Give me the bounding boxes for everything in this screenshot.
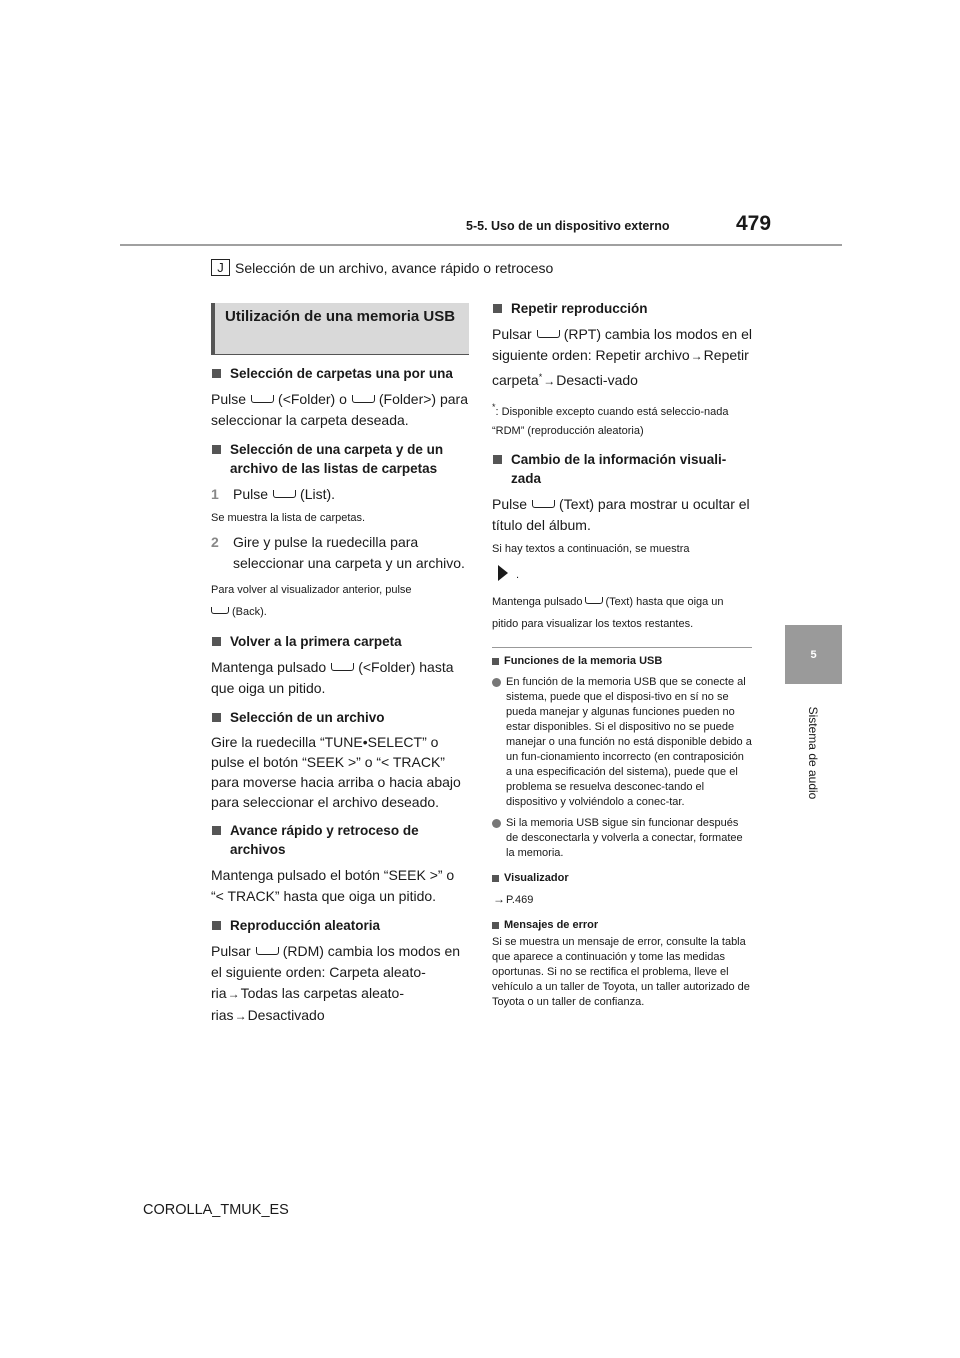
text: (<Folder) hasta que oiga un pitido. bbox=[211, 659, 454, 696]
text: En función de la memoria USB que se conecte al sistema, puede que el disposi-tivo en sí no se pueda manejar y algunas funciones pueden no estar disponibles. Si el dispositivo no se puede manejar o una función no está disponible debido a un fun-cionamiento incorrecto (en contraposición a una especificación del sistema), puede que el problema se resuelva desconec-tando el dispositivo y volviéndolo a conec-tar. bbox=[506, 676, 752, 808]
arrow-icon: → bbox=[227, 987, 240, 1001]
step-number: 1 bbox=[211, 486, 219, 502]
arrow-icon: → bbox=[690, 349, 703, 363]
text: (Folder>) para seleccionar la carpeta deseada. bbox=[211, 391, 468, 428]
step-number: 2 bbox=[211, 534, 219, 550]
subheading bbox=[211, 440, 469, 478]
text: Si la memoria USB sigue sin funcionar después de desconectarla y volverla a conectar, formatee la memoria. bbox=[506, 817, 743, 859]
text: Para volver al visualizador anterior, pulse bbox=[211, 584, 412, 596]
square-bullet-icon bbox=[212, 921, 221, 930]
chapter-label-text: Sistema de audio bbox=[806, 706, 820, 800]
subheading bbox=[492, 918, 752, 933]
note bbox=[492, 565, 752, 583]
text: Pulsar bbox=[211, 943, 251, 959]
text: Todas las carpetas aleato-rias bbox=[211, 985, 404, 1023]
subheading bbox=[492, 871, 752, 886]
paragraph: Mantenga pulsado el botón “SEEK >” o “< TRACK” hasta que oiga un pitido. bbox=[211, 867, 455, 904]
square-bullet-icon bbox=[212, 637, 221, 646]
square-bullet-icon bbox=[212, 826, 221, 835]
square-bullet-icon bbox=[493, 304, 502, 313]
button-icon bbox=[532, 500, 555, 508]
asterisk: * bbox=[492, 402, 496, 412]
text: P.469 bbox=[506, 894, 534, 906]
text: (RPT) cambia los modos en el siguiente orden: Repetir archivo bbox=[492, 326, 752, 363]
text: (Text) hasta que oiga un pitido para visualizar los textos restantes. bbox=[492, 596, 724, 630]
paragraph: Si se muestra un mensaje de error, consulte la tabla que aparece a continuación y tome las medidas oportunas. Si no se rectifica el problema, lleve el vehículo a un taller de Toyota, un taller autorizado de Toyota o un taller de confianza. bbox=[492, 936, 750, 1008]
circle-bullet-icon bbox=[492, 678, 501, 687]
chapter-label bbox=[805, 698, 821, 808]
subheading bbox=[211, 821, 469, 859]
step bbox=[211, 484, 469, 505]
intro-line bbox=[211, 259, 553, 276]
paragraph bbox=[492, 494, 752, 536]
step bbox=[211, 532, 469, 574]
square-bullet-icon bbox=[212, 369, 221, 378]
subheading bbox=[211, 708, 469, 727]
text: Gire y pulse la ruedecilla para seleccionar una carpeta y un archivo. bbox=[233, 534, 465, 571]
divider bbox=[492, 647, 752, 648]
text: Pulse bbox=[492, 496, 528, 512]
intro-text: Selección de un archivo, avance rápido o retroceso bbox=[235, 259, 554, 276]
button-icon bbox=[331, 663, 354, 671]
footnote bbox=[492, 398, 752, 441]
text: Pulse bbox=[211, 391, 247, 407]
subheading-text: Selección de una carpeta y de un archivo de las listas de carpetas bbox=[230, 442, 444, 476]
text: (Back). bbox=[232, 606, 267, 618]
text: (<Folder) o bbox=[278, 391, 347, 407]
paragraph bbox=[492, 324, 752, 392]
text: Desactivado bbox=[247, 1007, 325, 1023]
square-bullet-icon bbox=[492, 922, 499, 929]
page-number: 479 bbox=[736, 212, 772, 235]
square-bullet-icon bbox=[492, 875, 499, 882]
left-column bbox=[211, 303, 469, 1027]
subheading-text: Visualizador bbox=[504, 872, 569, 884]
square-bullet-icon bbox=[212, 445, 221, 454]
button-icon bbox=[251, 395, 274, 403]
text: Pulse bbox=[233, 486, 269, 502]
button-icon bbox=[256, 947, 279, 955]
subheading-text: Mensajes de error bbox=[504, 919, 599, 931]
figure-marker: J bbox=[211, 259, 230, 276]
subheading-text: Selección de carpetas una por una bbox=[230, 366, 453, 381]
subheading-text: Funciones de la memoria USB bbox=[504, 655, 663, 667]
text: (Text) para mostrar u ocultar el título del álbum. bbox=[492, 496, 750, 533]
paragraph bbox=[211, 657, 469, 699]
text: Mantenga pulsado bbox=[211, 659, 327, 675]
subheading bbox=[211, 916, 469, 935]
button-icon bbox=[273, 490, 296, 498]
chapter-tab: 5 bbox=[785, 625, 842, 684]
button-icon bbox=[352, 395, 375, 403]
text: (List). bbox=[300, 486, 336, 502]
document-code: COROLLA_TMUK_ES bbox=[143, 1202, 289, 1218]
button-icon bbox=[585, 597, 603, 604]
arrow-icon: → bbox=[543, 374, 556, 388]
text: . bbox=[516, 569, 520, 581]
square-bullet-icon bbox=[493, 455, 502, 464]
text: Desacti-vado bbox=[556, 372, 638, 388]
subheading-text: Cambio de la información visuali-zada bbox=[511, 452, 727, 486]
square-bullet-icon bbox=[212, 713, 221, 722]
text: Repetir carpeta bbox=[492, 347, 749, 388]
subheading bbox=[492, 299, 752, 318]
button-icon bbox=[537, 330, 560, 338]
text: Mantenga pulsado bbox=[492, 596, 583, 608]
circle-bullet-icon bbox=[492, 819, 501, 828]
note: Se muestra la lista de carpetas. bbox=[211, 512, 366, 524]
subheading-text: Repetir reproducción bbox=[511, 301, 648, 316]
subheading bbox=[211, 632, 469, 651]
paragraph bbox=[211, 389, 469, 431]
asterisk: * bbox=[538, 372, 543, 382]
text: (RDM) cambia los modos en el siguiente orden: Carpeta aleato-ria bbox=[211, 943, 461, 1001]
right-column bbox=[492, 299, 752, 1010]
note bbox=[492, 591, 752, 635]
subheading-text: Avance rápido y retroceso de archivos bbox=[230, 823, 419, 857]
button-icon bbox=[211, 607, 229, 614]
text: Pulsar bbox=[492, 326, 532, 342]
subheading-text: Selección de un archivo bbox=[230, 710, 385, 725]
note: Si hay textos a continuación, se muestra bbox=[492, 543, 690, 555]
subheading bbox=[211, 364, 469, 383]
list-item bbox=[492, 675, 752, 810]
text: : Disponible excepto cuando está seleccio-nada “RDM” (reproducción aleatoria) bbox=[492, 406, 729, 437]
page-reference bbox=[492, 892, 752, 908]
square-bullet-icon bbox=[492, 658, 499, 665]
play-triangle-icon bbox=[498, 565, 508, 581]
paragraph: Gire la ruedecilla “TUNE•SELECT” o pulse el botón “SEEK >” o “< TRACK” para moverse hacia arriba o hacia abajo para seleccionar el archivo deseado. bbox=[211, 734, 461, 810]
note bbox=[211, 579, 469, 623]
list-item bbox=[492, 816, 752, 861]
paragraph bbox=[211, 941, 469, 1027]
subheading-text: Reproducción aleatoria bbox=[230, 918, 381, 933]
subheading bbox=[492, 450, 752, 488]
section-title: 5-5. Uso de un dispositivo externo bbox=[466, 219, 670, 233]
subheading bbox=[492, 654, 752, 669]
subheading-text: Volver a la primera carpeta bbox=[230, 634, 402, 649]
section-heading-box: Utilización de una memoria USB bbox=[211, 303, 469, 355]
arrow-icon: → bbox=[234, 1009, 247, 1023]
arrow-icon: → bbox=[493, 892, 505, 906]
header-divider bbox=[120, 244, 842, 246]
